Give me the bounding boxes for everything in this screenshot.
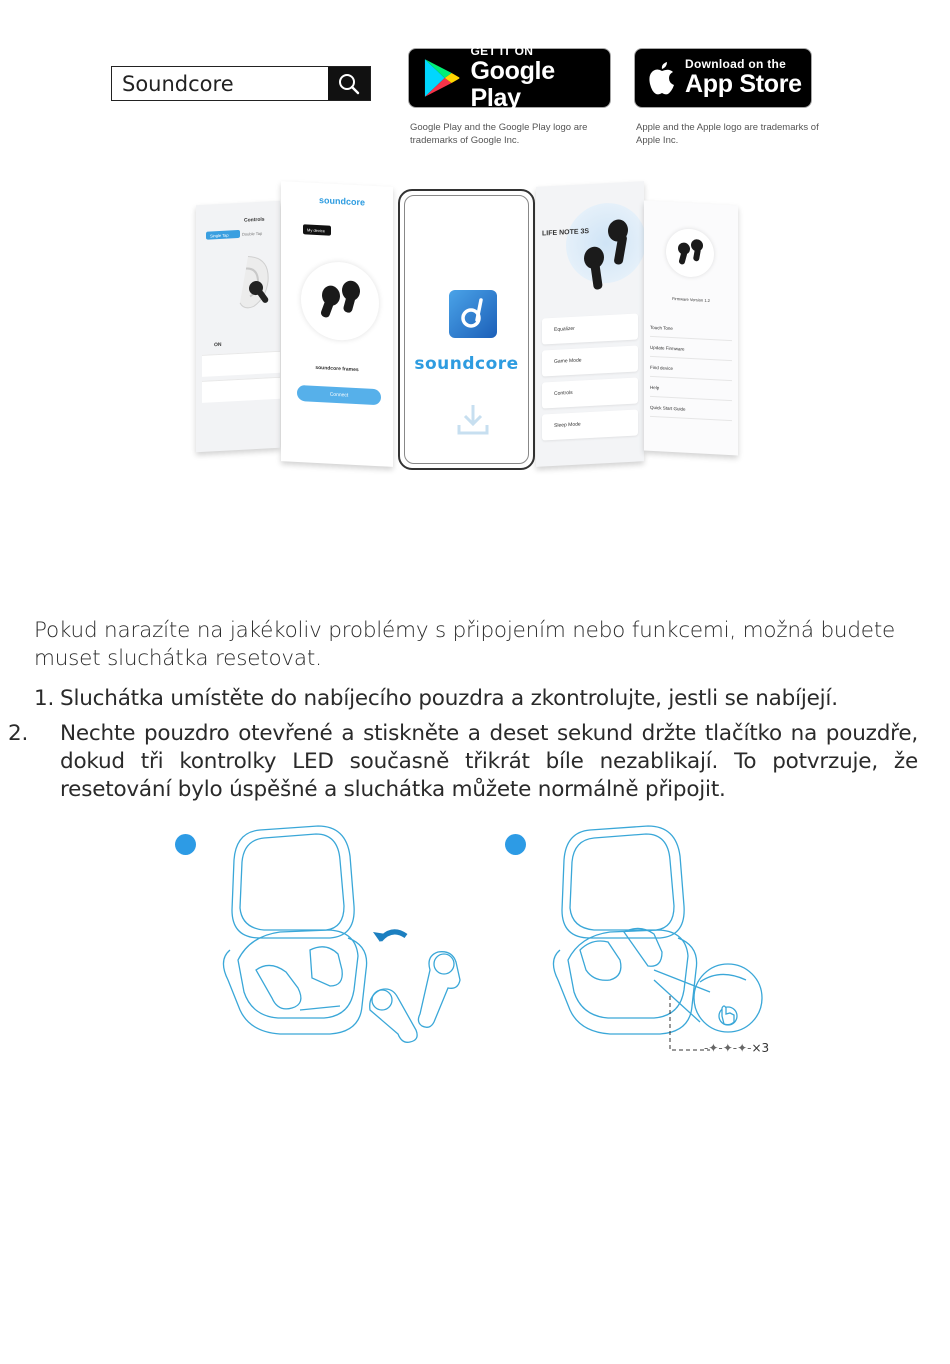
earbuds-thumbnail (666, 228, 714, 279)
step-1-number: 1. (34, 686, 55, 711)
app-screen-settings (644, 201, 738, 456)
equalizer-row[interactable]: Equalizer (542, 313, 638, 344)
case-earbuds-out-illustration (220, 820, 480, 1050)
single-tap-tab[interactable]: Single Tap (206, 230, 240, 240)
intro-paragraph: Pokud narazíte na jakékoliv problémy s připojením nebo funkcemi, možná budete muset sluchátka resetovat. (34, 618, 896, 671)
google-play-trademark-note: Google Play and the Google Play logo are trademarks of Google Inc. (410, 122, 588, 146)
quick-start-guide-row[interactable]: Quick Start Guide (650, 399, 732, 421)
firmware-version: Firmware Version 1.2 (672, 296, 710, 303)
step-2-text: Nechte pouzdro otevřené a stiskněte a deset sekund držte tlačítko na pouzdře, dokud tři kontrolky LED současně třikrát bíle nezablikají. To potvrzuje, že resetování bylo úspěšné a sluchátka můžete normálně připojit. (60, 721, 918, 802)
controls-row[interactable]: Controls (542, 377, 638, 408)
double-tap-tab[interactable]: Double Tap (242, 230, 263, 237)
google-play-icon (421, 56, 463, 100)
search-bar (111, 66, 371, 101)
touch-tone-row[interactable]: Touch Tone (650, 319, 732, 341)
app-store-trademark-note: Apple and the Apple logo are trademarks of Apple Inc. (636, 122, 819, 146)
earbuds-photo (301, 260, 379, 342)
google-play-label: Google Play (470, 56, 555, 112)
my-device-chip[interactable]: My device (303, 224, 331, 235)
apple-icon (647, 60, 677, 96)
step-1-text: Sluchátka umístěte do nabíjecího pouzdra a zkontrolujte, jestli se nabíjejí. (60, 686, 838, 711)
search-input[interactable]: Soundcore (122, 72, 234, 96)
game-mode-row[interactable]: Game Mode (542, 345, 638, 376)
device-title: LIFE NOTE 3S (542, 228, 590, 238)
controls-title: Controls (244, 216, 265, 224)
ear-illustration (226, 251, 276, 314)
app-store-badge[interactable] (634, 48, 812, 108)
blink-count: ×3 (751, 1041, 770, 1055)
step-2 (8, 720, 918, 804)
find-device-row[interactable]: Find device (650, 359, 732, 381)
led-blink-icons: -✦-✦-✦- (704, 1041, 752, 1055)
phone-splash (398, 189, 535, 470)
google-play-small-label: GET IT ON (470, 43, 534, 58)
app-screen-home (281, 181, 393, 467)
control-row[interactable] (202, 377, 280, 403)
step-marker-dot (175, 834, 196, 855)
search-icon (337, 72, 361, 96)
on-label: ON (214, 341, 222, 349)
step-1 (34, 685, 918, 713)
home-brand: soundcore (319, 195, 366, 208)
soundcore-app-icon (449, 290, 497, 338)
app-screen-device-detail (536, 181, 644, 467)
download-icon (455, 401, 491, 437)
google-play-badge[interactable] (408, 43, 611, 112)
app-store-label: App Store (685, 70, 802, 98)
step-2-number: 2. (8, 721, 29, 746)
connect-button[interactable]: Connect (297, 385, 381, 405)
update-firmware-row[interactable]: Update Firmware (650, 339, 732, 361)
sleep-mode-row[interactable]: Sleep Mode (542, 409, 638, 440)
step-marker-dot (505, 834, 526, 855)
help-row[interactable]: Help (650, 379, 732, 401)
app-screen-controls (196, 201, 280, 452)
search-button[interactable] (328, 67, 370, 100)
app-store-small-label: Download on the (685, 57, 787, 71)
blink-indicator (704, 1041, 769, 1055)
device-name: soundcore frames (315, 364, 359, 374)
splash-brand: soundcore (414, 354, 519, 374)
control-row[interactable] (202, 351, 280, 377)
case-reset-button-illustration (550, 820, 780, 1060)
earbuds-image (580, 211, 640, 294)
